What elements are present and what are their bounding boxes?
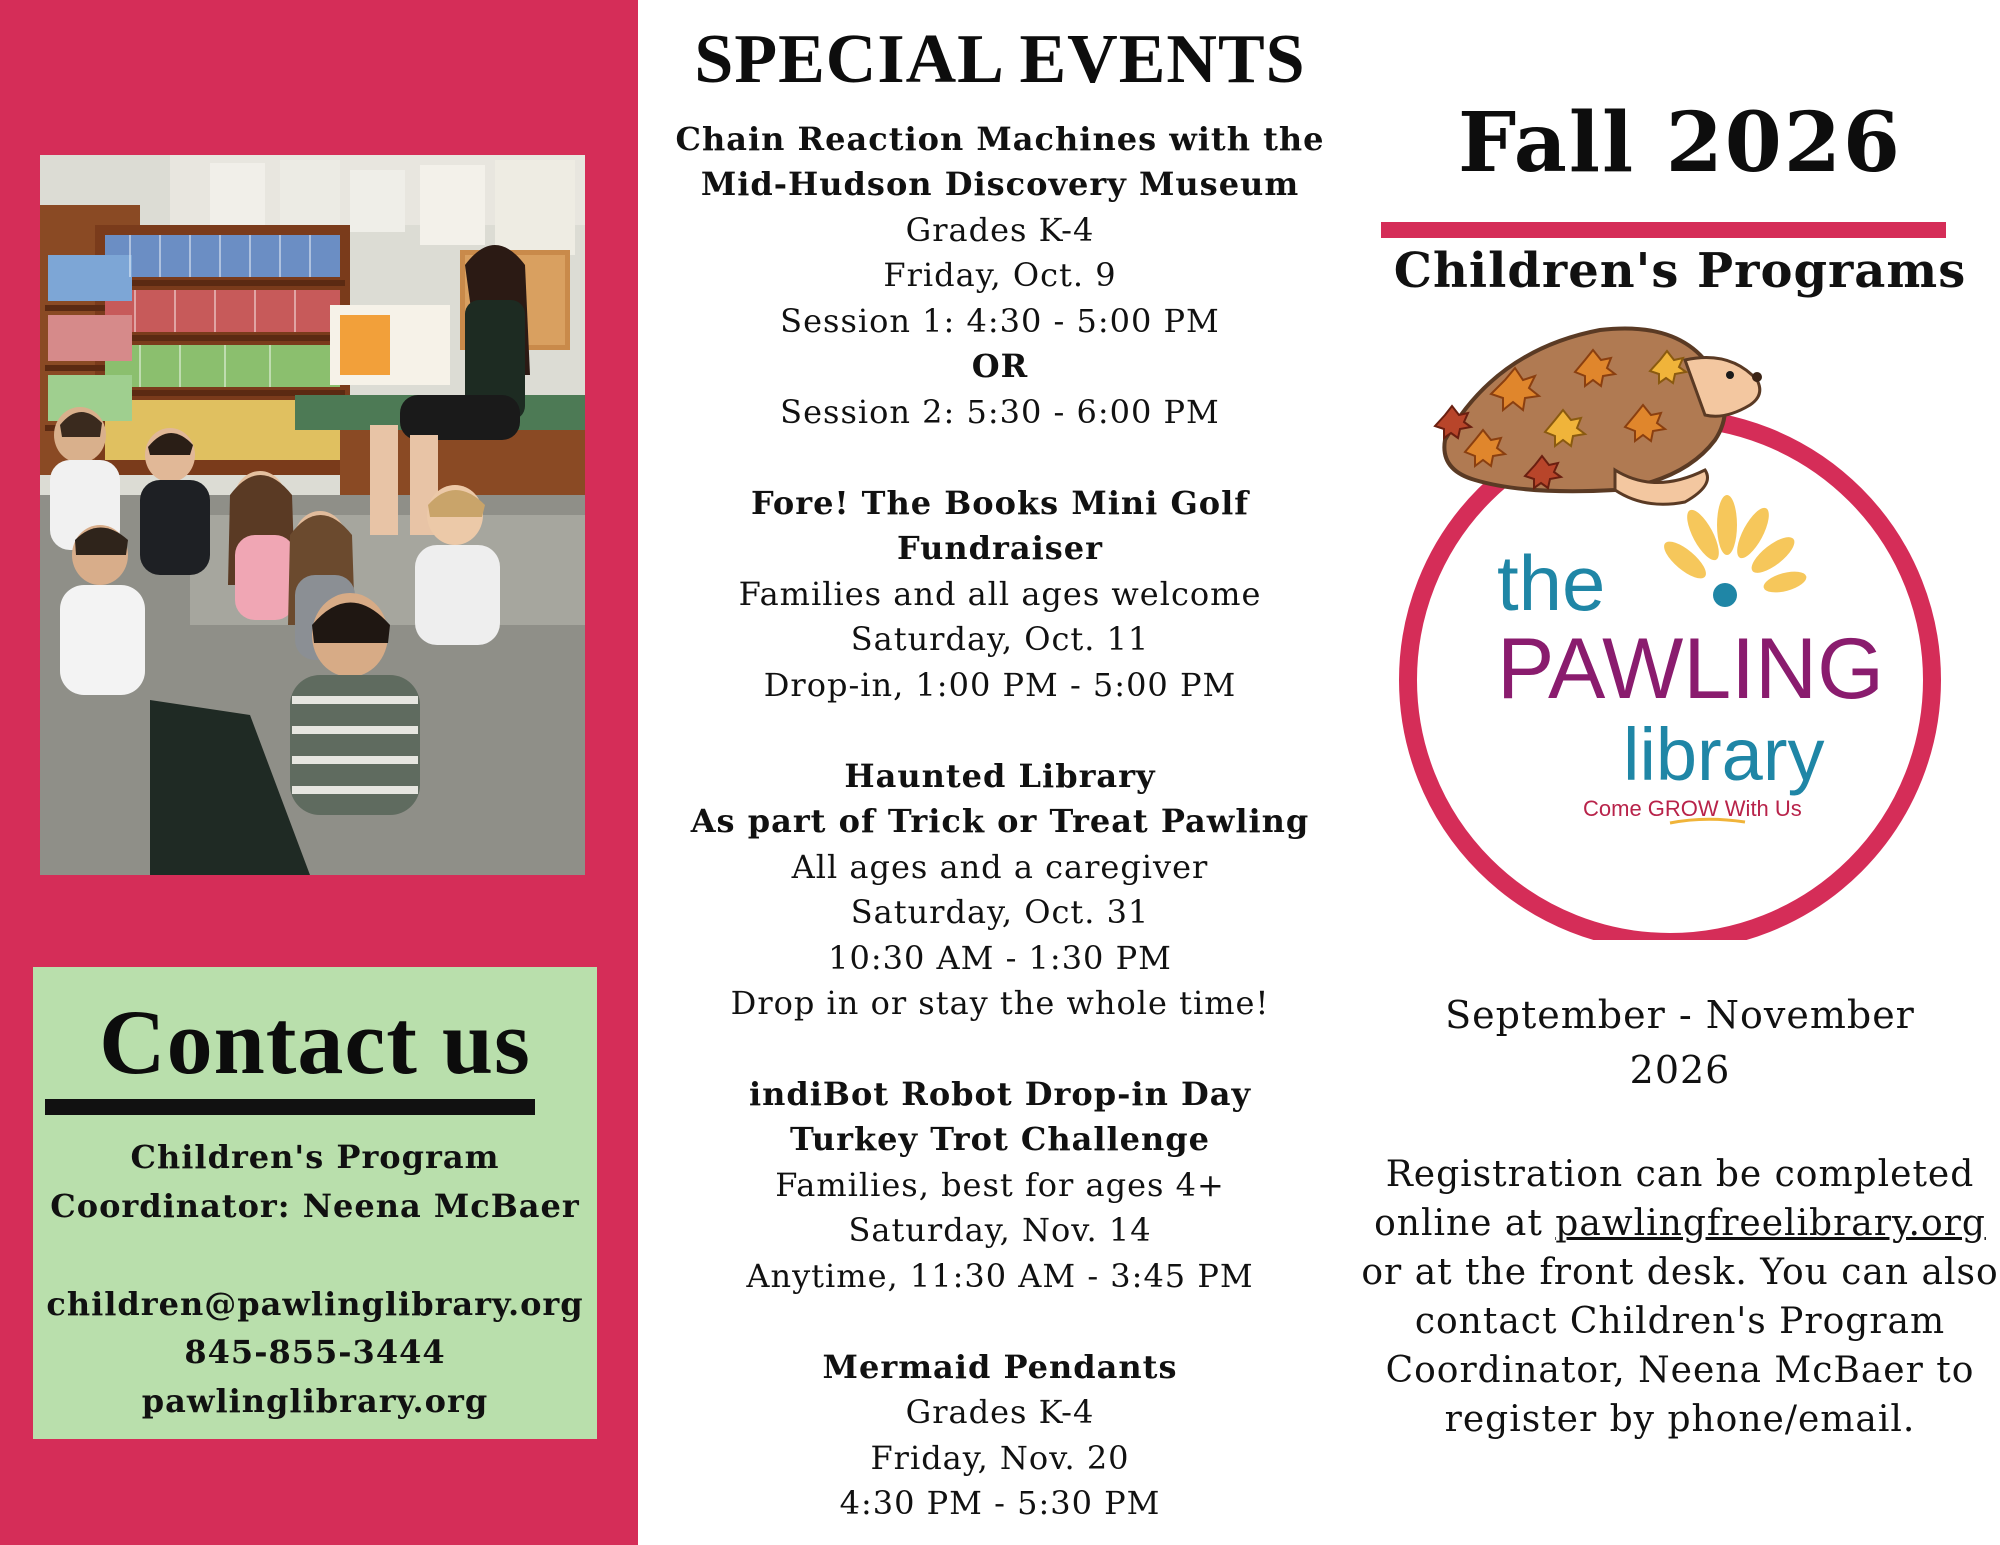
event-1-name-line-1: Chain Reaction Machines with the <box>675 120 1325 158</box>
title-divider <box>1381 222 1946 238</box>
storytime-photo <box>40 155 585 875</box>
event-5-time: 4:30 PM - 5:30 PM <box>839 1484 1161 1522</box>
event-3-date: Saturday, Oct. 31 <box>850 893 1150 931</box>
logo-tagline: Come GROW With Us <box>1583 796 1802 821</box>
pawling-library-logo <box>1385 320 1975 940</box>
event-4-time: Anytime, 11:30 AM - 3:45 PM <box>746 1257 1254 1295</box>
registration-line-5: Coordinator, Neena McBaer to <box>1385 1350 1975 1391</box>
coordinator-line-1: Children's Program <box>130 1138 500 1176</box>
storytime-photo-illustration <box>40 155 585 875</box>
programs-title: Children's Programs <box>1393 243 1967 299</box>
registration-line-2 <box>1360 1199 2000 1249</box>
logo-pawling: PAWLING <box>1497 621 1885 717</box>
event-2-name-line-2: Fundraiser <box>896 529 1104 567</box>
special-events-title: SPECIAL EVENTS <box>694 21 1306 98</box>
event-1-session-2: Session 2: 5:30 - 6:00 PM <box>780 393 1220 431</box>
registration-line-6: register by phone/email. <box>1444 1399 1916 1440</box>
event-2-audience: Families and all ages welcome <box>738 575 1262 613</box>
event-2-time: Drop-in, 1:00 PM - 5:00 PM <box>763 666 1237 704</box>
date-range-line-1: September - November <box>1445 993 1915 1037</box>
event-5-name: Mermaid Pendants <box>822 1348 1178 1386</box>
contact-title: Contact us <box>99 991 531 1093</box>
season-title: Fall 2026 <box>1458 95 1902 191</box>
event-4-date: Saturday, Nov. 14 <box>848 1211 1152 1249</box>
event-1-grades: Grades K-4 <box>905 211 1095 249</box>
registration-line-4: contact Children's Program <box>1414 1301 1946 1342</box>
event-1-name-line-2: Mid-Hudson Discovery Museum <box>700 165 1300 203</box>
event-4-audience: Families, best for ages 4+ <box>775 1166 1225 1204</box>
registration-link[interactable]: pawlingfreelibrary.org <box>1555 1203 1986 1244</box>
event-3-audience: All ages and a caregiver <box>791 848 1209 886</box>
event-3-name-line-1: Haunted Library <box>844 757 1156 795</box>
registration-line-3: or at the front desk. You can also <box>1361 1252 1999 1293</box>
event-4-name-line-1: indiBot Robot Drop-in Day <box>748 1075 1252 1113</box>
registration-line-2-text: online at <box>1374 1203 1556 1244</box>
event-2-date: Saturday, Oct. 11 <box>850 620 1150 658</box>
event-1-or: OR <box>971 347 1029 385</box>
contact-divider <box>45 1099 535 1115</box>
event-3-time: 10:30 AM - 1:30 PM <box>828 939 1172 977</box>
contact-email[interactable]: children@pawlinglibrary.org <box>46 1285 584 1323</box>
contact-phone[interactable]: 845-855-3444 <box>184 1333 446 1371</box>
coordinator-line-2: Coordinator: Neena McBaer <box>50 1187 580 1225</box>
logo-library: library <box>1623 713 1825 796</box>
event-2-name-line-1: Fore! The Books Mini Golf <box>750 484 1250 522</box>
registration-line-1: Registration can be completed <box>1385 1154 1975 1195</box>
event-5-grades: Grades K-4 <box>905 1393 1095 1431</box>
event-1-session-1: Session 1: 4:30 - 5:00 PM <box>780 302 1220 340</box>
event-3-note: Drop in or stay the whole time! <box>730 984 1270 1022</box>
event-3-name-line-2: As part of Trick or Treat Pawling <box>690 802 1310 840</box>
logo-the: the <box>1497 539 1606 627</box>
event-4-name-line-2: Turkey Trot Challenge <box>789 1120 1210 1158</box>
contact-website[interactable]: pawlinglibrary.org <box>141 1382 489 1420</box>
date-range-line-2: 2026 <box>1629 1048 1731 1092</box>
event-1-date: Friday, Oct. 9 <box>883 256 1117 294</box>
event-5-date: Friday, Nov. 20 <box>870 1439 1130 1477</box>
